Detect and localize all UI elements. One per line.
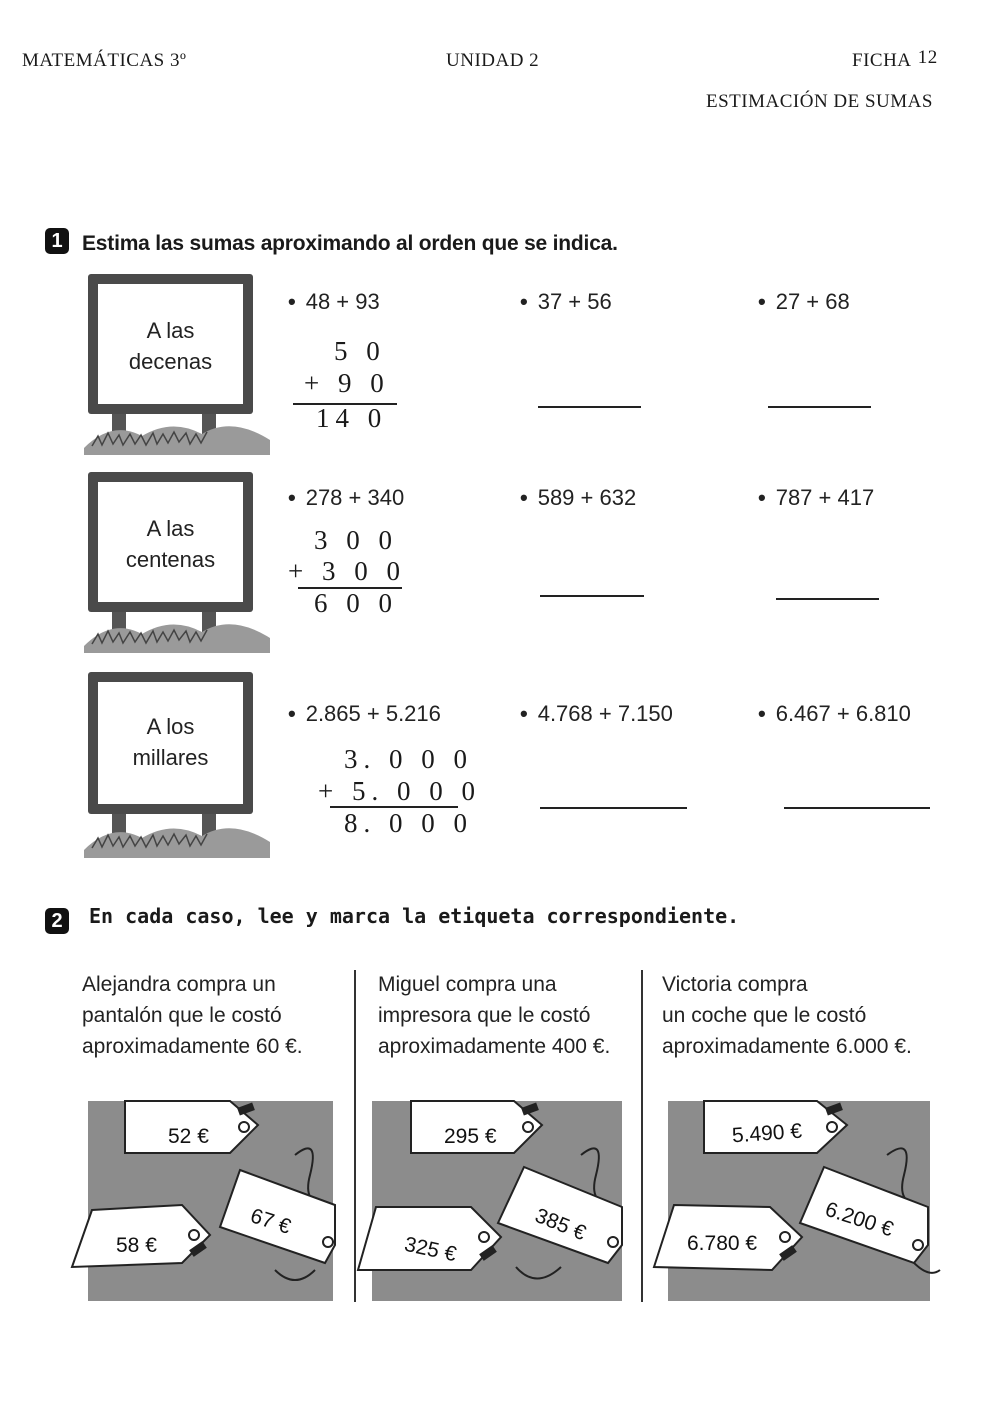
- column-divider: [641, 970, 643, 1302]
- case-line: aproximadamente 400 €.: [378, 1035, 611, 1058]
- board-label-line1: A las: [146, 318, 195, 343]
- operation-item: • 37 + 56: [520, 289, 612, 314]
- question-1-number: 1: [45, 228, 69, 254]
- operation-item: • 2.865 + 5.216: [288, 701, 441, 726]
- tag-price: 295 €: [444, 1125, 497, 1148]
- operation-item: • 6.467 + 6.810: [758, 701, 911, 726]
- example-addend: + 3 0 0: [288, 556, 406, 586]
- operation-item: • 27 + 68: [758, 289, 850, 314]
- tag-price: 6.780 €: [687, 1232, 758, 1255]
- answer-blank[interactable]: [538, 406, 641, 408]
- board-label-line1: A los: [146, 714, 195, 739]
- answer-blank[interactable]: [768, 406, 871, 408]
- operation-text: 27 + 68: [775, 289, 850, 314]
- operation-item: • 787 + 417: [758, 485, 875, 510]
- operation-text: 37 + 56: [537, 289, 612, 314]
- tag-price: 385 €: [531, 1204, 590, 1246]
- tag-price: 5.490 €: [731, 1119, 803, 1148]
- operation-text: 4.768 + 7.150: [537, 701, 673, 726]
- board-label-line2: centenas: [125, 547, 216, 572]
- case-line: aproximadamente 60 €.: [82, 1035, 303, 1058]
- example-addend: + 5. 0 0 0: [318, 776, 481, 806]
- board-label-decenas: [98, 315, 243, 377]
- board-label-line2: decenas: [128, 349, 213, 374]
- example-result: 14 0: [316, 403, 388, 433]
- operation-item: • 278 + 340: [288, 485, 405, 510]
- answer-blank[interactable]: [776, 598, 879, 600]
- operation-item: • 4.768 + 7.150: [520, 701, 673, 726]
- example-top: 5 0: [334, 336, 386, 366]
- board-label-centenas: [98, 513, 243, 575]
- tag-price: 52 €: [168, 1125, 209, 1148]
- example-top: 3. 0 0 0: [344, 744, 473, 774]
- case-line: pantalón que le costó: [82, 1004, 282, 1027]
- operation-text: 6.467 + 6.810: [775, 701, 911, 726]
- tag-price: 67 €: [247, 1204, 294, 1239]
- case-line: aproximadamente 6.000 €.: [662, 1035, 912, 1058]
- sheet-number: 12: [917, 47, 938, 68]
- board-label-line1: A las: [146, 516, 195, 541]
- example-top: 3 0 0: [314, 525, 398, 555]
- case-line: Miguel compra una: [378, 973, 557, 996]
- sheet-subtitle: ESTIMACIÓN DE SUMAS: [706, 91, 933, 112]
- case-text-2: [378, 969, 610, 1062]
- operation-text: 787 + 417: [775, 485, 875, 510]
- operation-text: 278 + 340: [305, 485, 405, 510]
- tag-price: 6.200 €: [822, 1197, 897, 1242]
- answer-blank[interactable]: [784, 807, 930, 809]
- example-result: 8. 0 0 0: [344, 808, 473, 838]
- question-2-number: 2: [45, 908, 69, 934]
- tag-price: 58 €: [116, 1234, 157, 1257]
- board-label-line2: millares: [132, 745, 209, 770]
- example-addend: + 9 0: [304, 368, 390, 398]
- operation-text: 2.865 + 5.216: [305, 701, 441, 726]
- unit-label: UNIDAD 2: [446, 50, 540, 71]
- sheet-label: [852, 47, 938, 72]
- question-1-instruction: Estima las sumas aproximando al orden que se indica.: [82, 232, 618, 255]
- question-2-instruction: En cada caso, lee y marca la etiqueta correspondiente.: [89, 904, 740, 928]
- board-label-millares: [98, 711, 243, 773]
- operation-item: • 589 + 632: [520, 485, 637, 510]
- case-line: impresora que le costó: [378, 1004, 591, 1027]
- subject-label: MATEMÁTICAS 3º: [22, 50, 187, 71]
- example-result: 6 0 0: [314, 588, 398, 618]
- operation-item: • 48 + 93: [288, 289, 380, 314]
- answer-blank[interactable]: [540, 595, 644, 597]
- tag-price: 325 €: [402, 1232, 459, 1267]
- operation-text: 589 + 632: [537, 485, 637, 510]
- case-line: Alejandra compra un: [82, 973, 276, 996]
- case-text-1: [82, 969, 303, 1062]
- case-line: un coche que le costó: [662, 1004, 867, 1027]
- case-text-3: [662, 969, 912, 1062]
- answer-blank[interactable]: [540, 807, 687, 809]
- operation-text: 48 + 93: [305, 289, 380, 314]
- sheet-label-text: FICHA: [852, 50, 911, 71]
- case-line: Victoria compra: [662, 973, 808, 996]
